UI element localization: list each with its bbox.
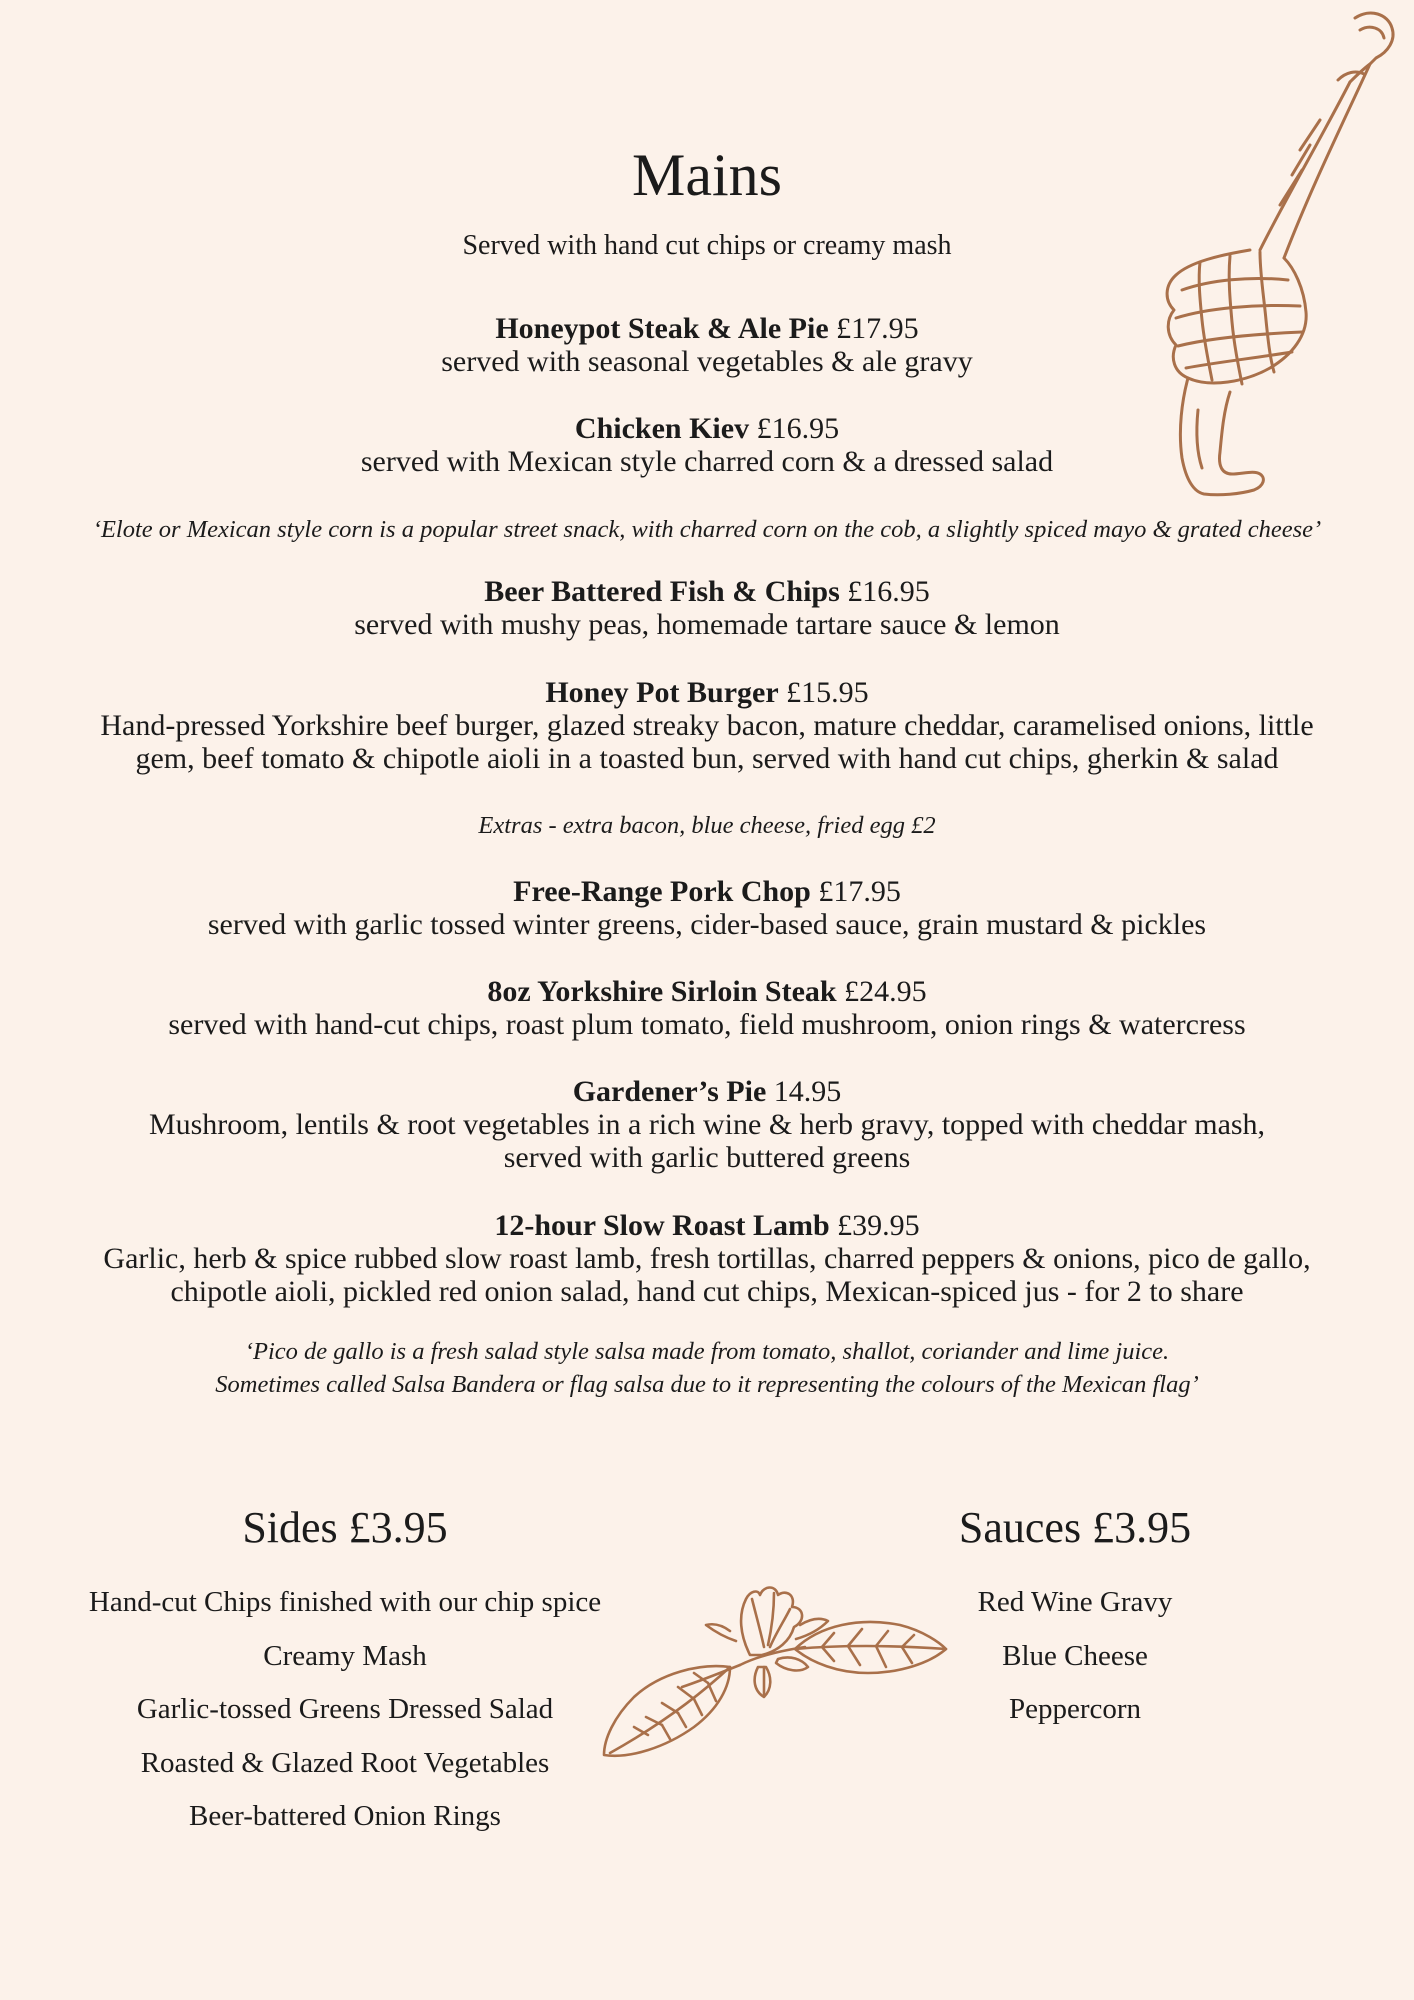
page-title: Mains <box>632 142 782 208</box>
item-price: £17.95 <box>836 312 919 345</box>
item-price: 14.95 <box>773 1075 842 1108</box>
item-description: gem, beef tomato & chipotle aioli in a toasted bun, served with hand cut chips, gherkin & salad <box>135 742 1279 775</box>
item-price: £16.95 <box>847 575 930 608</box>
list-item: Garlic-tossed Greens Dressed Salad <box>136 1693 554 1725</box>
list-item: Beer-battered Onion Rings <box>189 1800 501 1832</box>
item-price: £15.95 <box>786 676 869 709</box>
pico-note-line: ‘Pico de gallo is a fresh salad style salsa made from tomato, shallot, coriander and lime juice. <box>244 1338 1170 1365</box>
item-description: served with seasonal vegetables & ale gravy <box>441 345 973 378</box>
sauces-heading: Sauces £3.95 <box>958 1503 1192 1552</box>
item-price: £39.95 <box>837 1209 920 1242</box>
item-description: served with garlic buttered greens <box>503 1141 911 1174</box>
extras-note: Extras - extra bacon, blue cheese, fried egg £2 <box>478 812 936 839</box>
sauces-list <box>870 1576 1280 1737</box>
item-name: 8oz Yorkshire Sirloin Steak <box>487 975 837 1008</box>
item-description: served with mushy peas, homemade tartare sauce & lemon <box>354 608 1060 641</box>
item-price: £24.95 <box>844 975 927 1008</box>
menu-item <box>0 412 1414 478</box>
item-name: Honey Pot Burger <box>545 676 779 709</box>
menu-item <box>0 676 1414 775</box>
list-item: Blue Cheese <box>1002 1639 1148 1672</box>
item-name: 12-hour Slow Roast Lamb <box>494 1209 830 1242</box>
item-name: Gardener’s Pie <box>572 1075 767 1108</box>
list-item: Red Wine Gravy <box>977 1586 1173 1618</box>
list-item: Peppercorn <box>1008 1693 1142 1725</box>
menu-item <box>0 875 1414 941</box>
item-name: Free-Range Pork Chop <box>513 875 811 908</box>
page-subtitle: Served with hand cut chips or creamy mash <box>462 230 952 261</box>
pico-note-line: Sometimes called Salsa Bandera or flag salsa due to it representing the colours of the Mexican flag’ <box>215 1371 1199 1398</box>
list-item: Hand-cut Chips finished with our chip spice <box>88 1586 602 1618</box>
elote-note: ‘Elote or Mexican style corn is a popular street snack, with charred corn on the cob, a slightly spiced mayo & grated cheese’ <box>92 516 1322 543</box>
sides-heading: Sides £3.95 <box>242 1503 448 1552</box>
menu-item <box>0 1075 1414 1174</box>
menu-item <box>0 975 1414 1041</box>
item-description: served with hand-cut chips, roast plum tomato, field mushroom, onion rings & watercress <box>168 1008 1246 1041</box>
item-description: Hand-pressed Yorkshire beef burger, glazed streaky bacon, mature cheddar, caramelised onions, little <box>100 709 1314 742</box>
item-name: Chicken Kiev <box>574 412 750 445</box>
item-description: Garlic, herb & spice rubbed slow roast lamb, fresh tortillas, charred peppers & onions, pico de gallo, <box>103 1242 1311 1275</box>
item-price: £16.95 <box>756 412 840 445</box>
item-description: served with Mexican style charred corn & a dressed salad <box>360 445 1054 478</box>
item-description: chipotle aioli, pickled red onion salad, hand cut chips, Mexican-spiced jus - for 2 to share <box>170 1275 1244 1308</box>
item-description: Mushroom, lentils & root vegetables in a rich wine & herb gravy, topped with cheddar mash, <box>148 1108 1266 1141</box>
menu-item <box>0 312 1414 378</box>
sides-list <box>0 1576 690 1844</box>
menu-item <box>0 575 1414 641</box>
item-price: £17.95 <box>818 875 901 908</box>
item-description: served with garlic tossed winter greens, cider-based sauce, grain mustard & pickles <box>207 908 1207 941</box>
list-item: Creamy Mash <box>263 1639 427 1672</box>
item-name: Beer Battered Fish & Chips <box>484 575 840 608</box>
list-item: Roasted & Glazed Root Vegetables <box>140 1746 550 1779</box>
item-name: Honeypot Steak & Ale Pie <box>495 312 829 345</box>
menu-item <box>0 1209 1414 1308</box>
pico-note <box>0 1335 1414 1401</box>
